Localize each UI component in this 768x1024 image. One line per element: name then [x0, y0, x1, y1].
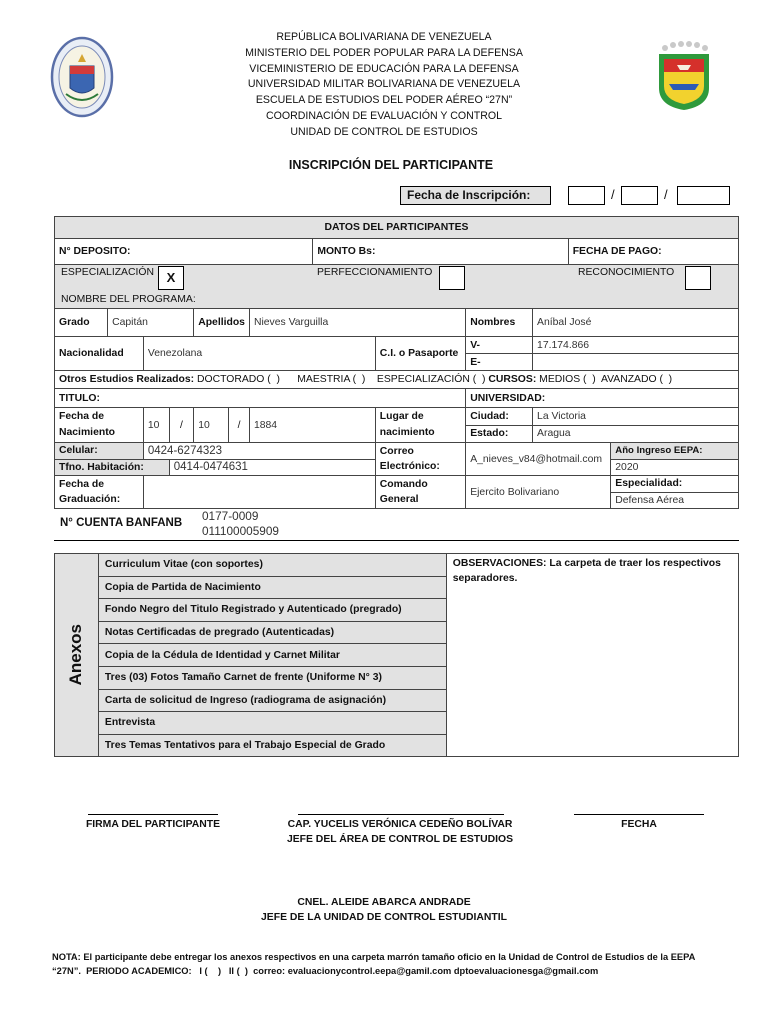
cuenta-label: N° CUENTA BANFANB [60, 517, 183, 529]
fecha-signature: FECHA [621, 819, 657, 830]
perfeccionamiento-checkbox[interactable] [439, 266, 465, 290]
anexo-item[interactable]: Notas Certificadas de pregrado (Autenticadas) [98, 621, 446, 644]
universidad-field[interactable]: UNIVERSIDAD: [466, 389, 739, 408]
anexo-item[interactable]: Tres (03) Fotos Tamaño Carnet de frente (Uniforme N° 3) [98, 666, 446, 689]
anexos-heading [55, 554, 99, 757]
especializacion-checkbox[interactable]: X [158, 266, 184, 290]
jefe-area-name: CAP. YUCELIS VERÓNICA CEDEÑO BOLÍVAR [287, 819, 513, 830]
correo-value[interactable]: A_nieves_v84@hotmail.com [466, 443, 611, 476]
air-force-shield-icon [655, 40, 713, 112]
date-separator: / [169, 408, 193, 443]
tfno-value[interactable]: 0414-0474631 [169, 459, 375, 476]
celular-value[interactable]: 0424-6274323 [143, 443, 375, 460]
date-separator: / [664, 187, 668, 202]
monto-field[interactable]: MONTO Bs: [313, 239, 568, 265]
comando-label: Comando General [375, 476, 465, 509]
header-line: COORDINACIÓN DE EVALUACIÓN Y CONTROL [265, 109, 503, 122]
lugar-nac-label: Lugar de nacimiento [375, 408, 465, 443]
comando-value[interactable]: Ejercito Bolivariano [466, 476, 611, 509]
celular-label: Celular: [55, 443, 144, 460]
university-seal-icon [50, 36, 114, 118]
nombres-value[interactable]: Aníbal José [533, 309, 739, 337]
estado-label: Estado: [466, 425, 533, 443]
anexo-item[interactable]: Copia de la Cédula de Identidad y Carnet Militar [98, 644, 446, 667]
fecha-grad-value[interactable] [143, 476, 375, 509]
institution-header [180, 30, 588, 141]
grado-label: Grado [55, 309, 108, 337]
otros-label: Otros Estudios Realizados: [59, 374, 195, 385]
inscripcion-month-input[interactable] [621, 186, 658, 205]
inscripcion-year-input[interactable] [677, 186, 730, 205]
cuenta-line: 011100005909 [202, 524, 279, 538]
perfeccionamiento-label: PERFECCIONAMIENTO [317, 267, 433, 278]
estado-value[interactable]: Aragua [533, 425, 739, 443]
header-line: VICEMINISTERIO DE EDUCACIÓN PARA LA DEFENSA [249, 62, 519, 75]
reconocimiento-checkbox[interactable] [685, 266, 711, 290]
cuenta-line: 0177-0009 [202, 509, 259, 523]
anexo-item[interactable]: Carta de solicitud de Ingreso (radiograma de asignación) [98, 689, 446, 712]
especializacion-label: ESPECIALIZACIÓN [61, 267, 154, 278]
inscripcion-day-input[interactable] [568, 186, 605, 205]
otros-estudios-row [55, 371, 739, 389]
nota-line: NOTA: El participante debe entregar los anexos respectivos en una carpeta marrón tamaño oficio en la Unidad de Control de Estudios de la EEPA [52, 952, 696, 962]
apellidos-label: Apellidos [194, 309, 250, 337]
anexos-table [54, 553, 739, 757]
signature-line [88, 814, 218, 815]
nacionalidad-value[interactable]: Venezolana [143, 337, 375, 371]
nota-footer [52, 950, 742, 978]
tfno-label: Tfno. Habitación: [55, 459, 170, 476]
cuenta-value[interactable] [202, 509, 279, 539]
jefe-unidad-name: CNEL. ALEIDE ABARCA ANDRADE [297, 897, 471, 908]
correo-label: Correo Electrónico: [375, 443, 465, 476]
fecha-inscripcion-label: Fecha de Inscripción: [400, 186, 551, 205]
nombres-label: Nombres [466, 309, 533, 337]
nac-year-value[interactable]: 1884 [249, 408, 375, 443]
v-value[interactable]: 17.174.866 [533, 337, 739, 354]
fecha-nac-label: Fecha de Nacimiento [55, 408, 144, 443]
anexo-item[interactable]: Entrevista [98, 712, 446, 735]
date-separator: / [611, 187, 615, 202]
participant-data-table [54, 216, 739, 509]
cursos-options[interactable]: MEDIOS ( ) AVANZADO ( ) [539, 374, 673, 385]
jefe-area-signature [250, 817, 550, 847]
anio-ingreso-label: Año Ingreso EEPA: [611, 443, 739, 460]
date-separator: / [229, 408, 250, 443]
ciudad-label: Ciudad: [466, 408, 533, 426]
header-line: MINISTERIO DEL PODER POPULAR PARA LA DEFENSA [245, 46, 523, 59]
header-line: UNIDAD DE CONTROL DE ESTUDIOS [290, 125, 478, 138]
titulo-field[interactable]: TITULO: [55, 389, 466, 408]
fecha-pago-field[interactable]: FECHA DE PAGO: [568, 239, 738, 265]
nac-month-value[interactable]: 10 [194, 408, 229, 443]
anexo-item[interactable]: Fondo Negro del Titulo Registrado y Autenticado (pregrado) [98, 599, 446, 622]
nota-line: “27N”. PERIODO ACADEMICO: I ( ) II ( ) correo: evaluacionycontrol.eepa@gamil.com dptoevaluacionesga@gmail.com [52, 966, 599, 976]
fecha-grad-label: Fecha de Graduación: [55, 476, 144, 509]
deposito-field[interactable]: N° DEPOSITO: [55, 239, 313, 265]
jefe-area-title: JEFE DEL ÁREA DE CONTROL DE ESTUDIOS [286, 834, 514, 845]
divider [54, 540, 739, 541]
program-type-row [55, 265, 739, 309]
ciudad-value[interactable]: La Victoria [533, 408, 739, 426]
jefe-unidad-signature [234, 895, 534, 925]
firma-participante: FIRMA DEL PARTICIPANTE [85, 819, 221, 830]
nacionalidad-label: Nacionalidad [55, 337, 144, 371]
signature-line [574, 814, 704, 815]
anio-ingreso-value[interactable]: 2020 [611, 459, 739, 476]
e-label: E- [466, 354, 533, 371]
anexo-item[interactable]: Curriculum Vitae (con soportes) [98, 554, 446, 577]
section-title: DATOS DEL PARTICIPANTES [55, 217, 739, 239]
header-line: REPÚBLICA BOLIVARIANA DE VENEZUELA [276, 31, 492, 43]
especialidad-label: Especialidad: [611, 476, 739, 493]
observaciones: OBSERVACIONES: La carpeta de traer los respectivos separadores. [446, 554, 738, 757]
anexo-item[interactable]: Tres Temas Tentativos para el Trabajo Especial de Grado [98, 734, 446, 757]
v-label: V- [466, 337, 533, 354]
header-line: ESCUELA DE ESTUDIOS DEL PODER AÉREO “27N” [255, 94, 513, 107]
grado-value[interactable]: Capitán [108, 309, 194, 337]
e-value[interactable] [533, 354, 739, 371]
form-title: INSCRIPCIÓN DEL PARTICIPANTE [288, 158, 494, 172]
especialidad-value[interactable]: Defensa Aérea [611, 492, 739, 509]
nac-day-value[interactable]: 10 [143, 408, 169, 443]
cursos-label: CURSOS: [488, 374, 537, 385]
programa-label: NOMBRE DEL PROGRAMA: [61, 294, 196, 305]
reconocimiento-label: RECONOCIMIENTO [578, 267, 675, 278]
signature-line [298, 814, 504, 815]
jefe-unidad-title: JEFE DE LA UNIDAD DE CONTROL ESTUDIANTIL [261, 912, 507, 923]
otros-options[interactable]: DOCTORADO ( ) MAESTRIA ( ) ESPECIALIZACIÓN ( ) [197, 374, 486, 385]
anexo-item[interactable]: Copia de Partida de Nacimiento [98, 576, 446, 599]
anexos-title: Anexos [66, 624, 86, 686]
apellidos-value[interactable]: Nieves Varguilla [249, 309, 465, 337]
ci-label: C.I. o Pasaporte [375, 337, 465, 371]
header-line: UNIVERSIDAD MILITAR BOLIVARIANA DE VENEZUELA [247, 78, 521, 91]
